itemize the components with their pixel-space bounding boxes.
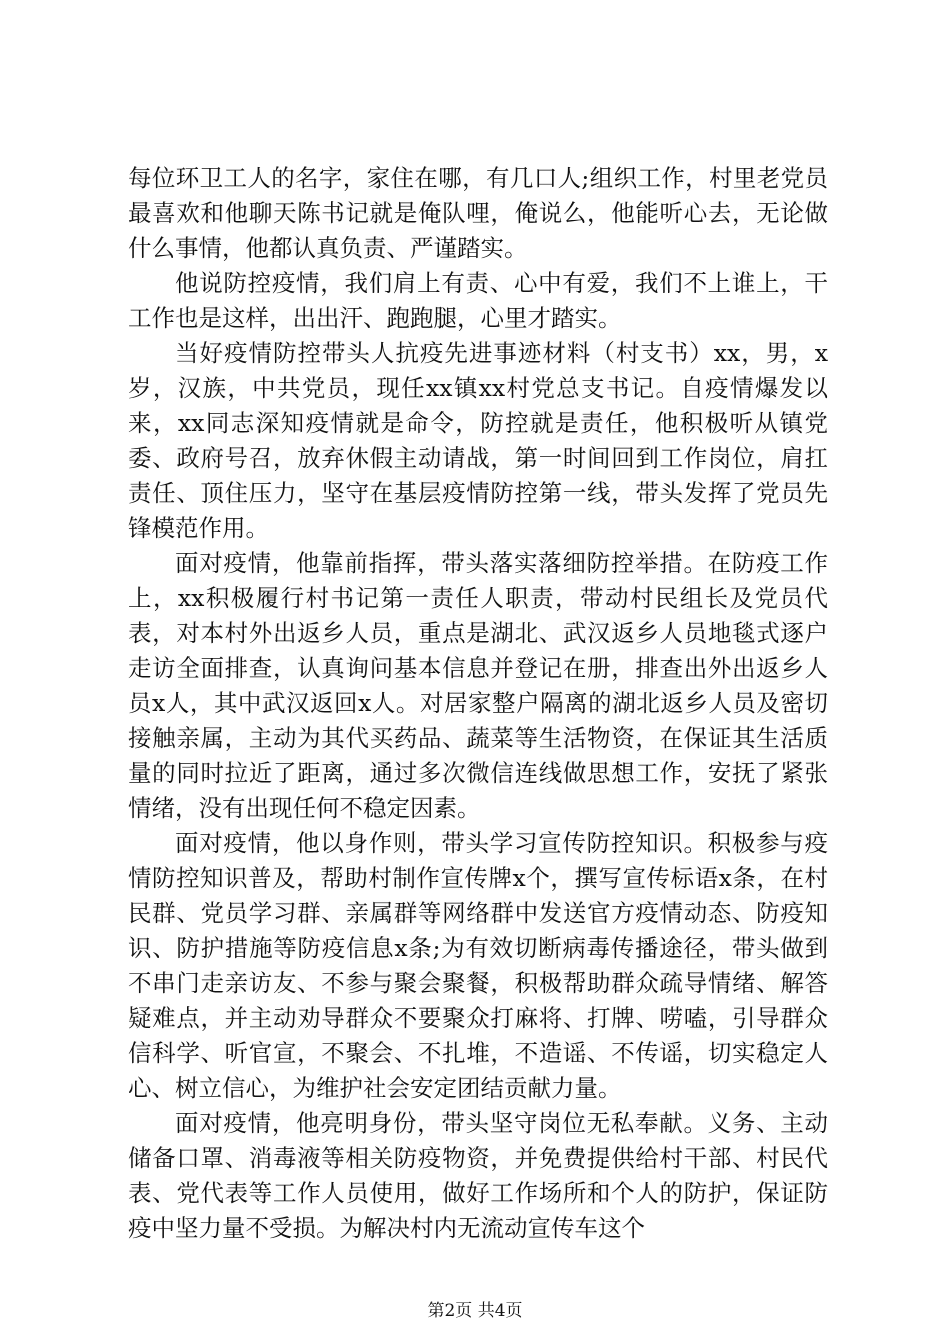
paragraph-continuation: 每位环卫工人的名字，家住在哪，有几口人;组织工作，村里老党员最喜欢和他聊天陈书记就是俺队哩，俺说么，他能听心去，无论做什么事情，他都认真负责、严谨踏实。	[128, 164, 828, 262]
paragraph: 他说防控疫情，我们肩上有责、心中有爱，我们不上谁上，干工作也是这样，出出汗、跑跑腿，心里才踏实。	[128, 269, 828, 332]
document-body	[128, 161, 828, 1246]
page-footer: 第2页 共4页	[427, 1301, 523, 1321]
paragraph: 面对疫情，他靠前指挥，带头落实落细防控举措。在防疫工作上，xx积极履行村书记第一责任人职责，带动村民组长及党员代表，对本村外出返乡人员，重点是湖北、武汉返乡人员地毯式逐户走访全面排查，认真询问基本信息并登记在册，排查出外出返乡人员x人，其中武汉返回x人。对居家整户隔离的湖北返乡人员及密切接触亲属，主动为其代买药品、蔬菜等生活物资，在保证其生活质量的同时拉近了距离，通过多次微信连线做思想工作，安抚了紧张情绪，没有出现任何不稳定因素。	[128, 549, 828, 822]
paragraph: 面对疫情，他以身作则，带头学习宣传防控知识。积极参与疫情防控知识普及，帮助村制作宣传牌x个，撰写宣传标语x条，在村民群、党员学习群、亲属群等网络群中发送官方疫情动态、防疫知识、防护措施等防疫信息x条;为有效切断病毒传播途径，带头做到不串门走亲访友、不参与聚会聚餐，积极帮助群众疏导情绪、解答疑难点，并主动劝导群众不要聚众打麻将、打牌、唠嗑，引导群众信科学、听官宣，不聚会、不扎堆，不造谣、不传谣，切实稳定人心、树立信心，为维护社会安定团结贡献力量。	[128, 829, 828, 1102]
paragraph: 面对疫情，他亮明身份，带头坚守岗位无私奉献。义务、主动储备口罩、消毒液等相关防疫物资，并免费提供给村干部、村民代表、党代表等工作人员使用，做好工作场所和个人的防护，保证防疫中坚力量不受损。为解决村内无流动宣传车这个	[128, 1109, 828, 1242]
paragraph: 当好疫情防控带头人抗疫先进事迹材料（村支书）xx，男，x岁，汉族，中共党员，现任xx镇xx村党总支书记。自疫情爆发以来，xx同志深知疫情就是命令，防控就是责任，他积极听从镇党委、政府号召，放弃休假主动请战，第一时间回到工作岗位，肩扛责任、顶住压力，坚守在基层疫情防控第一线，带头发挥了党员先锋模范作用。	[128, 339, 828, 542]
